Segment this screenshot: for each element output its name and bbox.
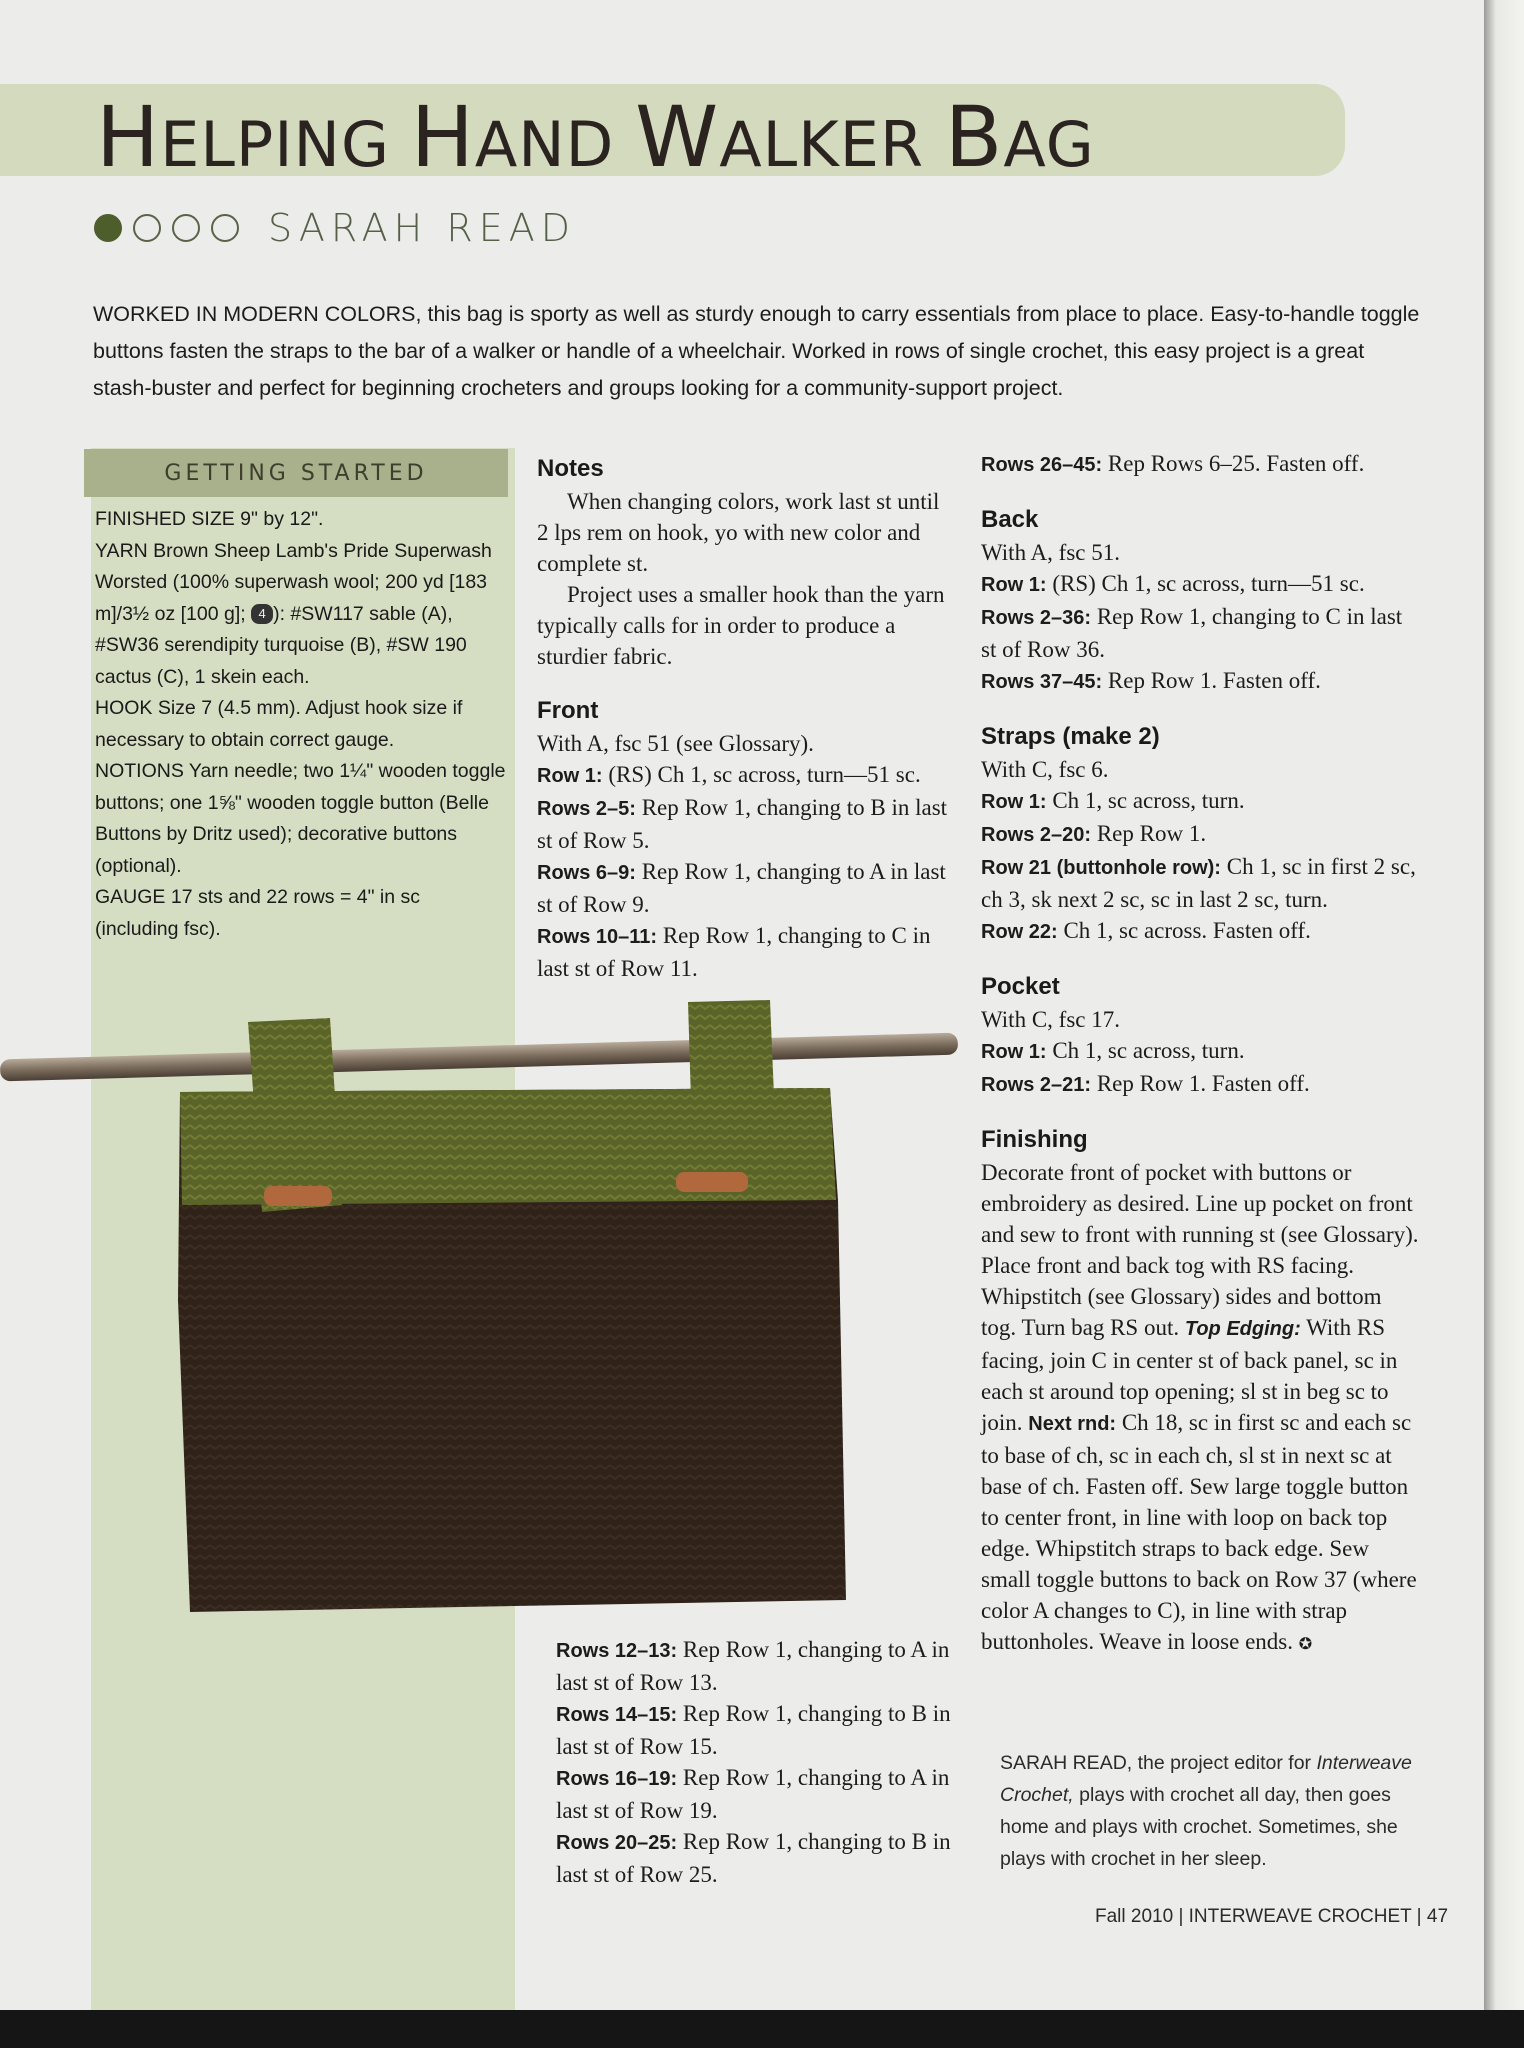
author-bio: SARAH READ, the project editor for Interweave Crochet, plays with crochet all day, then goes home and plays with crochet. Sometimes, she plays with crochet in her sleep. bbox=[1000, 1752, 1412, 1870]
toggle-button-right-icon bbox=[676, 1172, 748, 1192]
front-heading: Front bbox=[537, 697, 599, 724]
pattern-row: Rows 2–36: Rep Row 1, changing to C in last st of Row 36. bbox=[981, 604, 1403, 662]
difficulty-dot-empty-icon bbox=[211, 214, 239, 242]
pattern-row: Row 1: (RS) Ch 1, sc across, turn—51 sc. bbox=[537, 762, 921, 787]
gauge-spec: GAUGE 17 sts and 22 rows = 4" in sc (including fsc). bbox=[95, 886, 421, 940]
notes-paragraph: When changing colors, work last st until 2 lps rem on hook, yo with new color and complete st. bbox=[537, 489, 940, 576]
notes-heading: Notes bbox=[537, 455, 604, 482]
author-name: SARAH READ bbox=[268, 206, 577, 250]
walker-bag-photo bbox=[0, 1000, 960, 1630]
pattern-row: Rows 6–9: Rep Row 1, changing to A in last st of Row 9. bbox=[537, 859, 946, 917]
page-edge-shadow bbox=[1484, 0, 1524, 2048]
page-title: HELPING HAND WALKER BAG bbox=[96, 88, 1095, 186]
finishing-text: Decorate front of pocket with buttons or embroidery as desired. Line up pocket on front and sew to front with running st (see Glossary). Place front and back tog with RS facing. Whipstitch (see Glossary) sides and bottom tog. Turn bag RS out. Top Edging: With RS facing, join C in center st of back panel, sc in each st around top opening; sl st in beg sc to join. Next rnd: Ch 18, sc in first sc and each sc to base of ch, sc in each ch, sl st in next sc at base of ch. Fasten off. Sew large toggle button to center front, in line with loop on back top edge. Whipstitch straps to back edge. Sew small toggle buttons to back on Row 37 (where color A changes to C), in line with strap buttonholes. Weave in loose ends. ✪ bbox=[981, 1160, 1419, 1654]
right-column bbox=[981, 448, 1421, 1660]
pattern-row: Rows 20–25: Rep Row 1, changing to B in last st of Row 25. bbox=[556, 1829, 951, 1887]
front-intro: With A, fsc 51 (see Glossary). bbox=[537, 731, 814, 756]
getting-started-body bbox=[95, 504, 507, 945]
yarn-spec: YARN Brown Sheep Lamb's Pride Superwash Worsted (100% superwash wool; 200 yd [183 m]/3½ oz [100 g]; 4 ): #SW117 sable (A), #SW36 serendipity turquoise (B), #SW 190 cactus (C), 1 skein each. bbox=[95, 539, 492, 688]
pattern-row: Rows 2–5: Rep Row 1, changing to B in last st of Row 5. bbox=[537, 795, 948, 853]
toggle-button-left-icon bbox=[264, 1186, 332, 1206]
strap-left bbox=[248, 1018, 342, 1212]
pattern-row: Row 1: (RS) Ch 1, sc across, turn—51 sc. bbox=[981, 571, 1365, 596]
pattern-row: Row 1: Ch 1, sc across, turn. bbox=[981, 1038, 1245, 1063]
pattern-row: Rows 2–21: Rep Row 1. Fasten off. bbox=[981, 1071, 1310, 1096]
getting-started-heading: GETTING STARTED bbox=[84, 449, 508, 497]
hook-spec: HOOK Size 7 (4.5 mm). Adjust hook size if necessary to obtain correct gauge. bbox=[95, 697, 463, 751]
walker-bar bbox=[0, 1033, 958, 1082]
pattern-row: Rows 14–15: Rep Row 1, changing to B in last st of Row 15. bbox=[556, 1701, 951, 1759]
intro-paragraph: WORKED IN MODERN COLORS, this bag is sporty as well as sturdy enough to carry essentials from place to place. Easy-to-handle toggle buttons fasten the straps to the bar of a walker or handle of a wheelchair. Worked in rows of single crochet, this easy project is a great stash-buster and perfect for beginning crocheters and groups looking for a community-support project. bbox=[93, 302, 1420, 400]
straps-heading: Straps (make 2) bbox=[981, 723, 1160, 750]
pattern-row: Row 22: Ch 1, sc across. Fasten off. bbox=[981, 918, 1311, 943]
pattern-row: Rows 2–20: Rep Row 1. bbox=[981, 821, 1207, 846]
straps-intro: With C, fsc 6. bbox=[981, 757, 1109, 782]
finishing-heading: Finishing bbox=[981, 1126, 1088, 1153]
difficulty-dot-empty-icon bbox=[133, 214, 161, 242]
pattern-row: Rows 12–13: Rep Row 1, changing to A in last st of Row 13. bbox=[556, 1637, 950, 1695]
front-continued-column bbox=[556, 1634, 986, 1890]
pattern-row: Rows 10–11: Rep Row 1, changing to C in last st of Row 11. bbox=[537, 923, 931, 981]
difficulty-dot-empty-icon bbox=[172, 214, 200, 242]
notes-front-column bbox=[537, 452, 949, 984]
yarn-weight-icon: 4 bbox=[251, 604, 273, 624]
scan-bottom-edge bbox=[0, 2010, 1524, 2048]
back-heading: Back bbox=[981, 506, 1039, 533]
finished-size: FINISHED SIZE 9" by 12". bbox=[95, 508, 324, 530]
notes-paragraph: Project uses a smaller hook than the yarn typically calls for in order to produce a sturdier fabric. bbox=[537, 582, 945, 669]
pattern-row: Rows 37–45: Rep Row 1. Fasten off. bbox=[981, 668, 1321, 693]
pattern-row: Rows 26–45: Rep Rows 6–25. Fasten off. bbox=[981, 451, 1365, 476]
end-mark-icon: ✪ bbox=[1298, 1636, 1313, 1653]
pattern-row: Rows 16–19: Rep Row 1, changing to A in last st of Row 19. bbox=[556, 1765, 950, 1823]
pocket-heading: Pocket bbox=[981, 973, 1060, 1000]
pattern-row: Row 1: Ch 1, sc across, turn. bbox=[981, 788, 1245, 813]
difficulty-dot-filled-icon bbox=[94, 214, 122, 242]
page-footer: Fall 2010 | INTERWEAVE CROCHET | 47 bbox=[1095, 1906, 1449, 1927]
strap-right bbox=[688, 1000, 778, 1200]
byline bbox=[94, 206, 576, 250]
notions-spec: NOTIONS Yarn needle; two 1¼" wooden toggle buttons; one 1⅝" wooden toggle button (Belle Buttons by Dritz used); decorative buttons (optional). bbox=[95, 760, 506, 877]
pocket-intro: With C, fsc 17. bbox=[981, 1007, 1120, 1032]
back-intro: With A, fsc 51. bbox=[981, 540, 1120, 565]
pattern-row: Row 21 (buttonhole row): Ch 1, sc in first 2 sc, ch 3, sk next 2 sc, sc in last 2 sc, turn. bbox=[981, 854, 1416, 912]
